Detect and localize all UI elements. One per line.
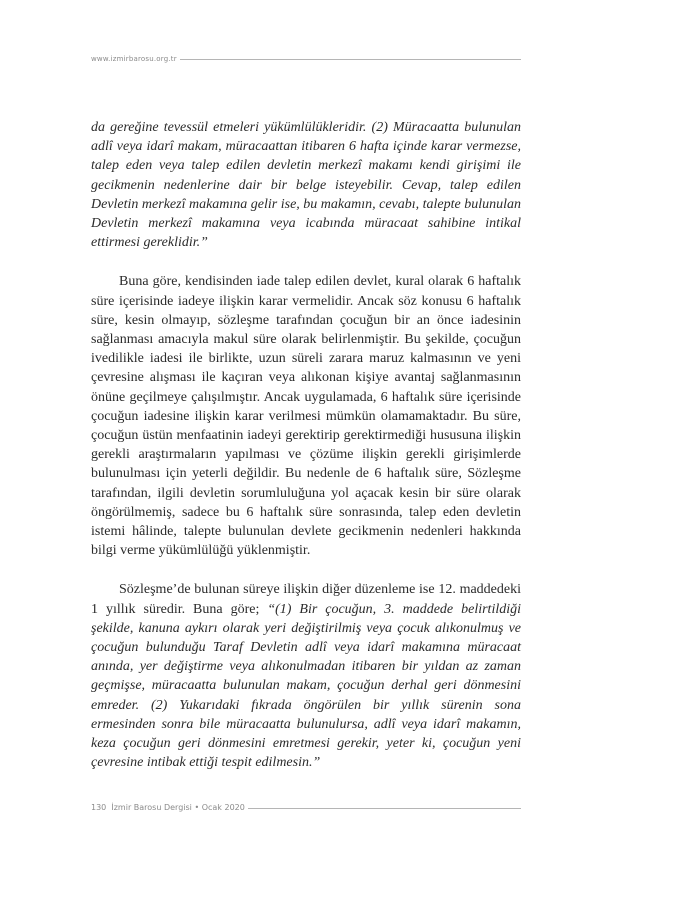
body-paragraph-with-quote — [91, 580, 521, 772]
issue-date: Ocak 2020 — [201, 803, 245, 812]
paragraph-intro: Sözleşme’de bulunan süreye ilişkin diğer düzenleme ise 12. maddedeki 1 yıllık süredir. Buna göre; — [91, 582, 521, 617]
page-number: 130 — [91, 803, 107, 812]
page-body — [91, 118, 521, 773]
running-footer — [91, 802, 521, 816]
article-quote: “(1) Bir çocuğun, 3. maddede belirtildiği şekilde, kanuna aykırı olarak yeri değiştirilmiş veya çocuk alıkonulmuş ve çocuğun bulunduğu Taraf Devletin adlî veya idarî makamına müracaat anında, yer değiştirme veya alıkonulmadan itibaren bir yıldan az zaman geçmişse, müracaatta bulunulan makam, çocuğun derhal geri dönmesini emreder. (2) Yukarıdaki fıkrada öngörülen bir yıllık sürenin sona ermesinden sonra bile müracaatta bulunulursa, adlî veya idarî makamın, keza çocuğun geri dönmesini emretmesi gerekir, yeter ki, çocuğun yeni çevresine intibak ettiği tespit edilmesin.” — [91, 601, 521, 771]
publication-name: İzmir Barosu Dergisi — [111, 803, 192, 812]
footer-text — [91, 802, 248, 814]
running-header — [91, 53, 521, 67]
footer-bullet: • — [194, 803, 200, 812]
body-paragraph: Buna göre, kendisinden iade talep edilen devlet, kural olarak 6 haftalık süre içerisinde iadeye ilişkin karar vermelidir. Ancak söz konusu 6 haftalık süre, kesin olmayıp, sözleşme tarafından çocuğun bir an önce iadesinin sağlanması amacıyla makul süre olarak belirlenmiştir. Bu şekilde, çocuğun ivedilikle iadesi ile birlikte, uzun süreli zarara maruz kalmasının ve yeni çevresine alışması ile kaçıran veya alıkonan kişiye avantaj sağlanmasının önüne geçilmeye çalışılmıştır. Ancak uygulamada, 6 haftalık süre içerisinde çocuğun iadesine ilişkin karar verilmesi mümkün olamamaktadır. Bu süre, çocuğun üstün menfaatinin iadeyi gerektirip gerektirmediği hususuna ilişkin gerekli araştırmaların yapılması ve çözüme ilişkin gerekli girişimlerde bulunulması için yeterli değildir. Bu nedenle de 6 haftalık süre, Sözleşme tarafından, ilgili devletin sorumluluğuna yol açacak kesin bir süre olarak öngörülmemiş, sadece bu 6 haftalık süre sonrasında, talep eden devletin istemi hâlinde, talepte bulunulan devlete gecikmenin nedenleri hakkında bilgi verme yükümlülüğü yüklenmiştir. — [91, 274, 521, 559]
quote-paragraph-continued: da gereğine tevessül etmeleri yükümlülükleridir. (2) Müracaatta bulunulan adlî veya idarî makam, müracaattan itibaren 6 hafta içinde karar vermezse, talep eden veya talep edilen devletin merkezî makamı kendi girişimi ile gecikmenin nedenlerine dair bir belge isteyebilir. Cevap, talep edilen Devletin merkezî makamına gelir ise, bu makamın, cevabı, talepte bulunulan Devletin merkezî makamına veya icabında müracaat sahibine intikal ettirmesi gereklidir.” — [91, 120, 522, 251]
header-url: www.izmirbarosu.org.tr — [91, 53, 180, 65]
paragraph-gap — [91, 252, 521, 272]
paragraph-gap — [91, 560, 521, 580]
